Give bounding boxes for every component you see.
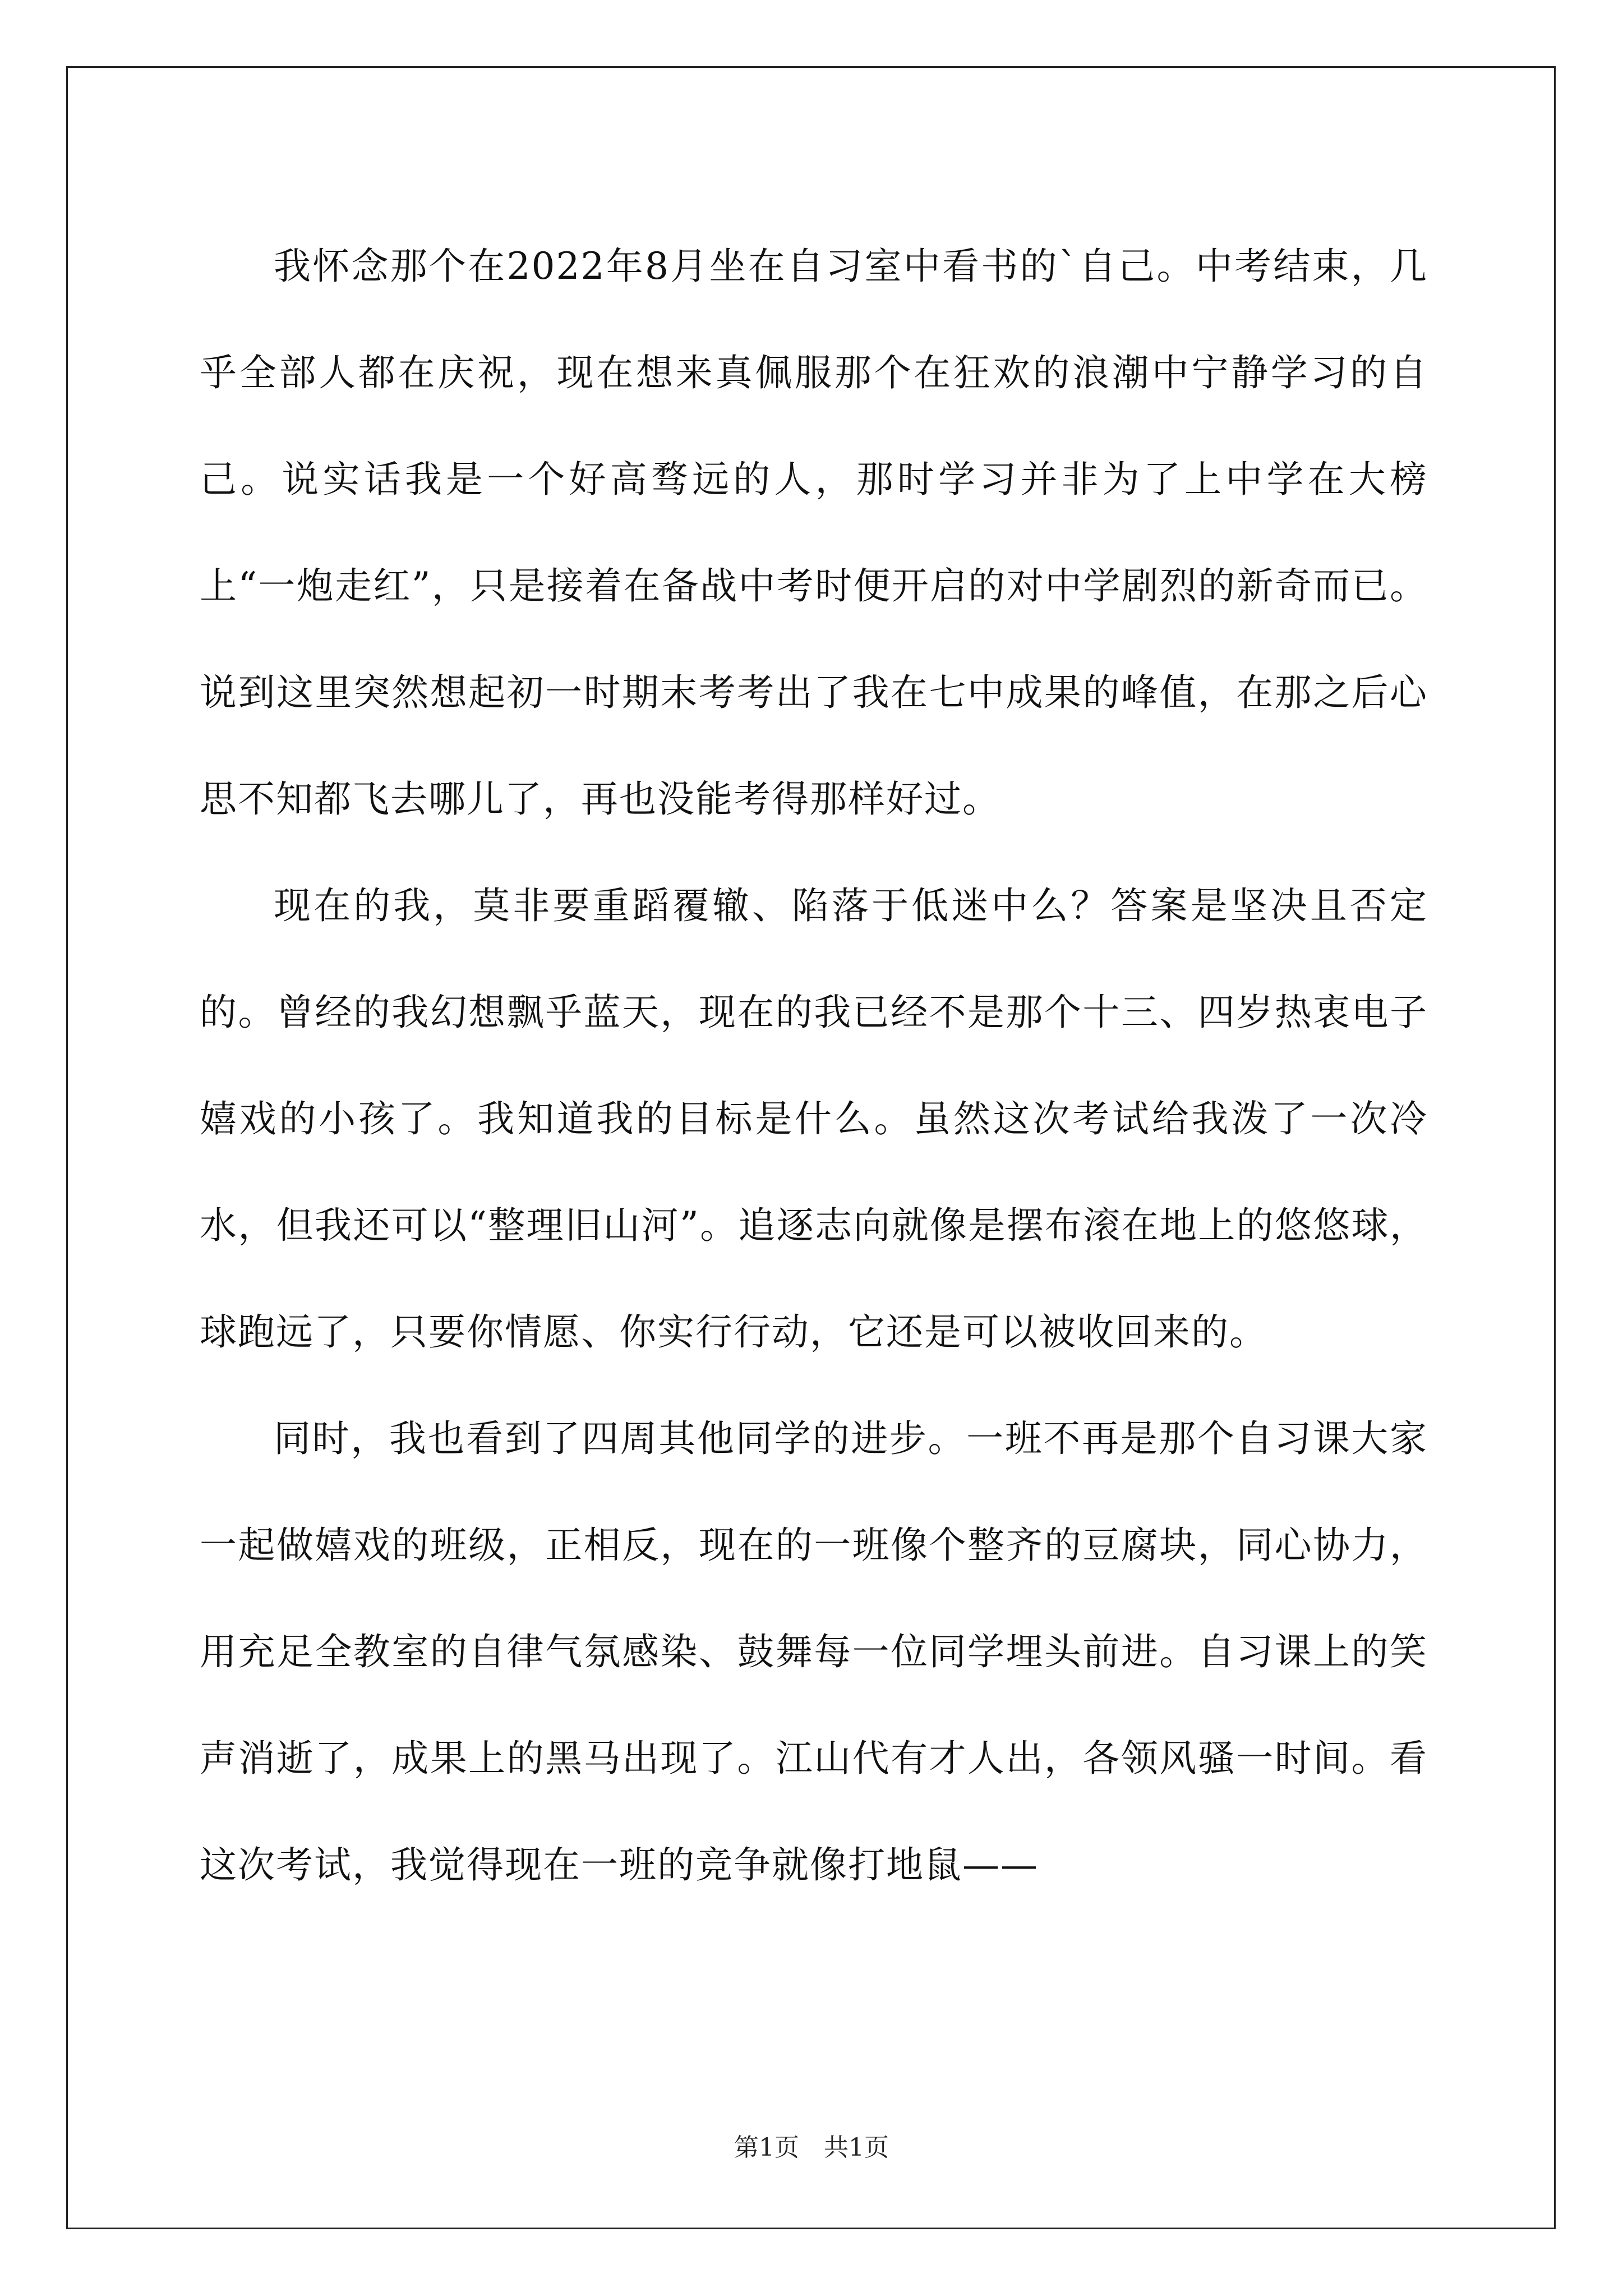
paragraph-1: 我怀念那个在2022年8月坐在自习室中看书的`自己。中考结束，几乎全部人都在庆祝，现在想来真佩服那个在狂欢的浪潮中宁静学习的自己。说实话我是一个好高骛远的人，那时学习并非为了上中学在大榜上“一炮走红”，只是接着在备战中考时便开启的对中学剧烈的新奇而已。说到这里突然想起初一时期末考考出了我在七中成果的峰值，在那之后心思不知都飞去哪儿了，再也没能考得那样好过。 <box>200 245 1428 821</box>
paragraph-3: 同时，我也看到了四周其他同学的进步。一班不再是那个自习课大家一起做嬉戏的班级，正相反，现在的一班像个整齐的豆腐块，同心协力，用充足全教室的自律气氛感染、鼓舞每一位同学埋头前进。自习课上的笑声消逝了，成果上的黑马出现了。江山代有才人出，各领风骚一时间。看这次考试，我觉得现在一班的竞争就像打地鼠—— <box>200 1417 1428 1887</box>
page-footer <box>0 2127 1623 2163</box>
paragraph-2: 现在的我，莫非要重蹈覆辙、陷落于低迷中么？答案是坚决且否定的。曾经的我幻想飘乎蓝天，现在的我已经不是那个十三、四岁热衷电子嬉戏的小孩了。我知道我的目标是什么。虽然这次考试给我泼了一次冷水，但我还可以“整理旧山河”。追逐志向就像是摆布滚在地上的悠悠球，球跑远了，只要你情愿、你实行行动，它还是可以被收回来的。 <box>200 884 1428 1354</box>
page-total: 共1页 <box>824 2133 889 2162</box>
page-number: 第1页 <box>734 2133 799 2162</box>
document-body <box>200 213 1428 1918</box>
